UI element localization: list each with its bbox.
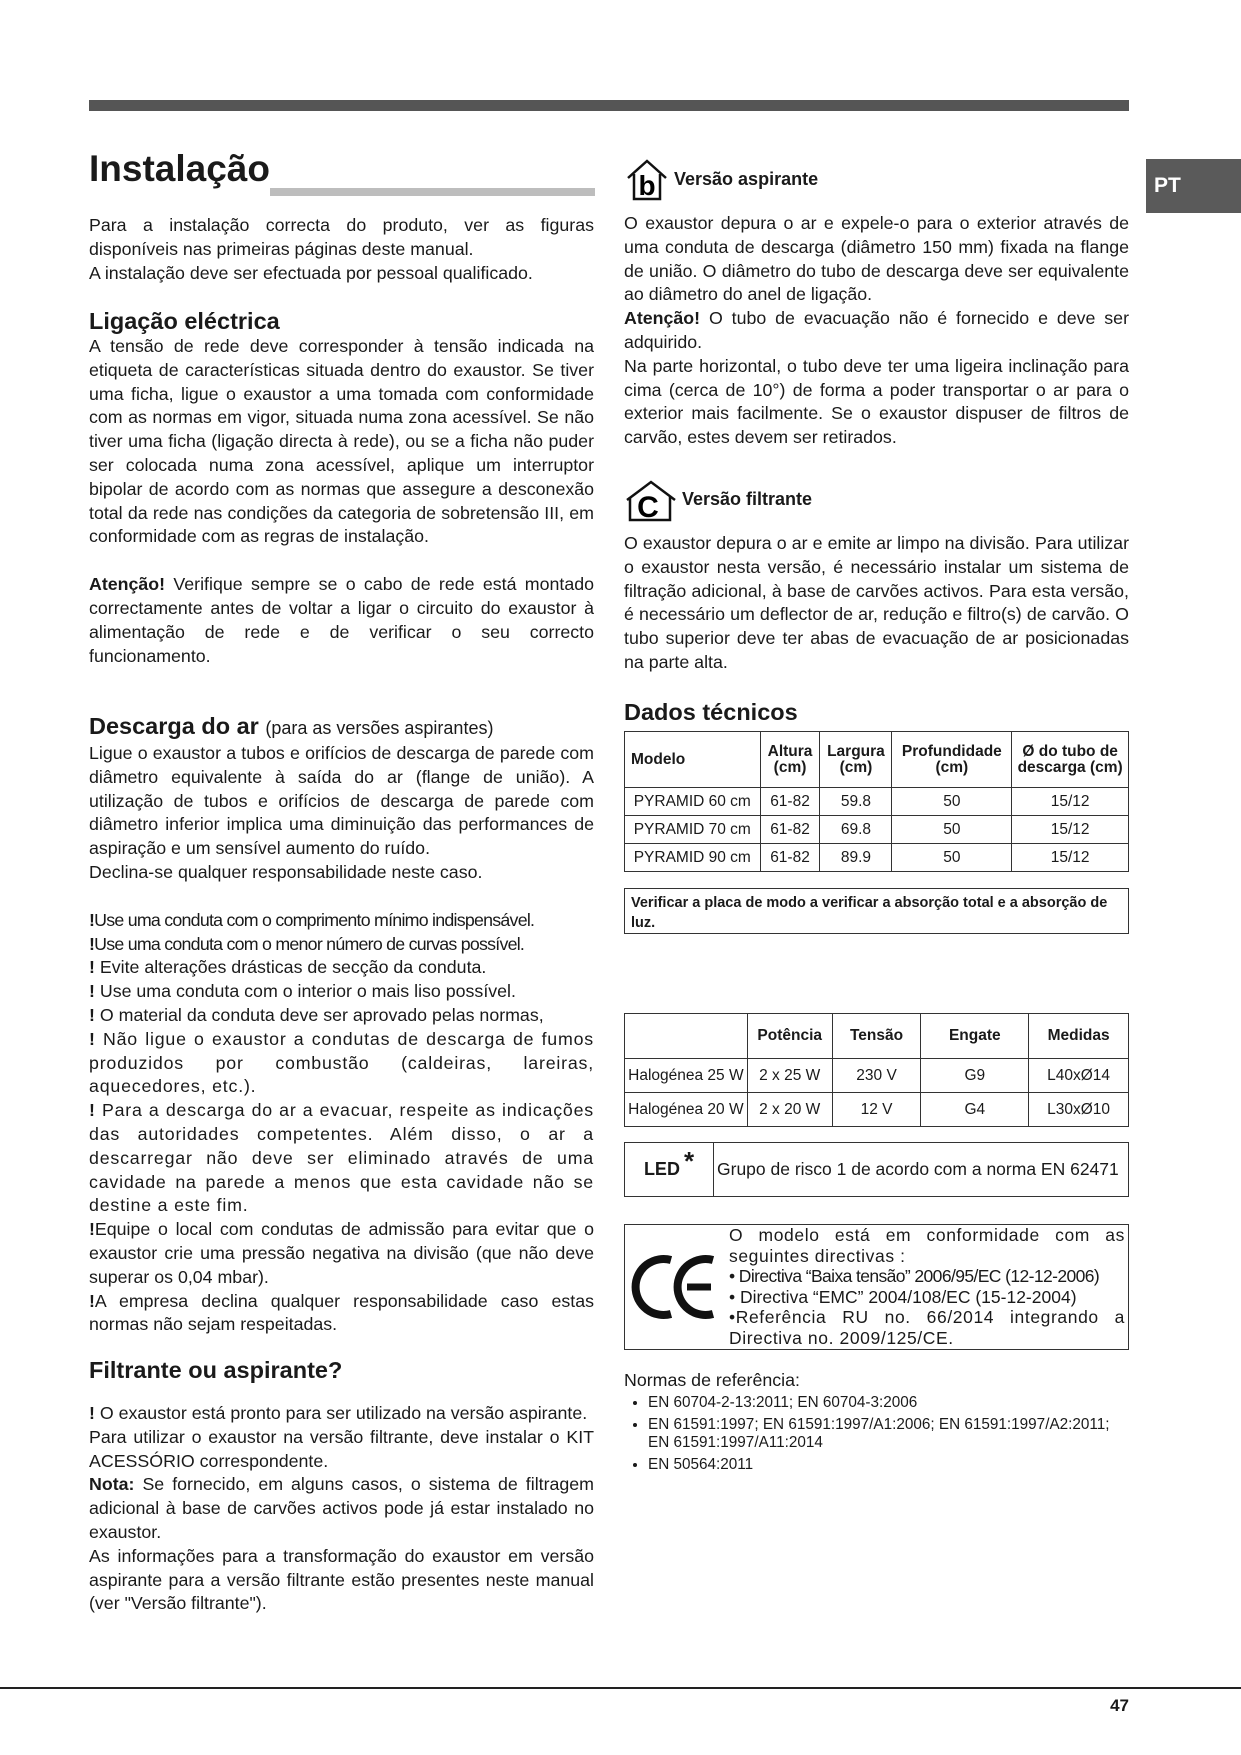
cell: 61-82	[760, 788, 820, 816]
rule-text: Para a descarga do ar a evacuar, respeite as indicações das autoridades competentes. Além disso, o ar a descarregar não deve ser eliminado através de uma cavidade na parede a menos que esta cavidade não se destine a este fim.	[89, 1100, 594, 1216]
list-item: • EN 61591:1997; EN 61591:1997/A1:2006; EN 61591:1997/A2:2011; EN 61591:1997/A11:2014	[648, 1416, 1129, 1453]
table-row	[625, 1093, 1129, 1127]
led-label: LED	[643, 1159, 680, 1179]
rule-text: Não ligue o exaustor a condutas de descarga de fumos produzidos por combustão (caldeiras, lareiras, aquecedores, etc.).	[89, 1028, 594, 1097]
cell: L30xØ10	[1029, 1093, 1129, 1127]
lamp-col-size: Medidas	[1029, 1014, 1129, 1059]
list-item	[89, 1218, 594, 1289]
lamp-col-power: Potência	[747, 1014, 832, 1059]
tech-heading: Dados técnicos	[624, 699, 798, 725]
suction-version-heading: Versão aspirante	[674, 169, 819, 190]
discharge-heading-note: (para as versões aspirantes)	[265, 718, 494, 738]
cell: PYRAMID 70 cm	[625, 816, 761, 844]
bang-icon: !	[89, 1403, 95, 1423]
discharge-disclaimer: Declina-se qualquer responsabilidade neste caso.	[89, 861, 483, 882]
electric-warning	[89, 573, 594, 668]
electric-body: A tensão de rede deve corresponder à tensão indicada na etiqueta de características situada dentro do exaustor. Se tiver uma ficha, ligue o exaustor a uma tomada com conformidade com as normas em vigor, situada numa zona acessível. Se não tiver uma ficha (ligação directa à rede), ou se a ficha não puder ser colocada numa zona acessível, aplique um interruptor bipolar de acordo com as normas que assegure a desconexão total da rede nas condições da categoria de sobretensão III, em conformidade com as regras de instalação.	[89, 336, 594, 547]
norms-list	[624, 1394, 1129, 1474]
list-item	[89, 1004, 594, 1028]
bang-icon: !	[89, 981, 95, 1002]
suction-version-header	[624, 158, 1129, 202]
rule-text: Use uma conduta com o comprimento mínimo indispensável.	[94, 909, 535, 930]
list-item	[89, 1290, 594, 1338]
fos-p1-text: O exaustor está pronto para ser utilizado na versão aspirante.	[94, 1403, 588, 1423]
cell: 12 V	[832, 1093, 921, 1127]
cell: Halogénea 20 W	[625, 1093, 748, 1127]
intro-p1: Para a instalação correcta do produto, ver as figuras disponíveis nas primeiras páginas deste manual.	[89, 215, 594, 259]
tech-col-duct: Ø do tubo de descarga (cm)	[1012, 732, 1129, 788]
table-row	[625, 788, 1129, 816]
ce-line: O modelo está em conformidade com as seguintes directivas :	[729, 1225, 1125, 1266]
fos-p2: Para utilizar o exaustor na versão filtrante, deve instalar o KIT ACESSÓRIO correspondente.	[89, 1426, 594, 1471]
tech-col-depth: Profundidade (cm)	[892, 732, 1012, 788]
discharge-rules	[89, 909, 594, 1337]
filter-or-suction-section	[89, 1356, 594, 1616]
fos-p1	[89, 1402, 594, 1426]
led-text: Grupo de risco 1 de acordo com a norma EN 62471	[717, 1159, 1119, 1179]
title-underline	[270, 188, 595, 196]
tech-header-row	[625, 732, 1129, 788]
tech-section	[624, 698, 1129, 726]
ce-box	[624, 1224, 1129, 1350]
lamp-header-row	[625, 1014, 1129, 1059]
suction-p1: O exaustor depura o ar e expele-o para o exterior através de uma conduta de descarga (diâmetro 150 mm) fixada na flange de união. O diâmetro do tubo de descarga deve ser equivalente ao diâmetro do anel de ligação.	[624, 213, 1129, 305]
list-item	[89, 956, 594, 980]
fos-heading: Filtrante ou aspirante?	[89, 1357, 343, 1383]
electric-section	[89, 307, 594, 668]
norms-section	[624, 1369, 1129, 1477]
lamp-table	[624, 1013, 1129, 1127]
filter-version-heading: Versão filtrante	[682, 489, 813, 510]
bang-icon: !	[89, 1290, 95, 1311]
bang-icon: !	[89, 1028, 96, 1049]
rule-text: Evite alterações drásticas de secção da conduta.	[94, 957, 487, 978]
language-tab: PT	[1146, 159, 1241, 213]
tech-note-box: Verificar a placa de modo a verificar a absorção total e a absorção de luz.	[624, 888, 1129, 934]
cell: 2 x 25 W	[747, 1059, 832, 1093]
note-label: Nota:	[89, 1474, 135, 1495]
list-item	[89, 980, 594, 1004]
cell: G4	[921, 1093, 1029, 1127]
discharge-heading	[89, 712, 594, 742]
note-text: Se fornecido, em alguns casos, o sistema de filtragem adicional à base de carvões activos pode já estar instalado no exaustor.	[89, 1474, 594, 1542]
ce-line: •Referência RU no. 66/2014 integrando a Directiva no. 2009/125/CE.	[729, 1307, 1125, 1348]
rule-text: Equipe o local com condutas de admissão para evitar que o exaustor crie uma pressão negativa na divisão (que não deve superar os 0,04 mbar).	[89, 1219, 594, 1287]
bang-icon: !	[89, 957, 95, 978]
bang-icon: !	[89, 933, 95, 954]
bang-icon: !	[89, 1100, 96, 1121]
list-item	[89, 1028, 594, 1099]
suction-version-section	[624, 158, 1129, 450]
cell: 69.8	[820, 816, 892, 844]
table-row	[625, 816, 1129, 844]
tech-col-height: Altura (cm)	[760, 732, 820, 788]
cell: G9	[921, 1059, 1029, 1093]
table-row	[625, 1059, 1129, 1093]
cell: 15/12	[1012, 788, 1129, 816]
list-item	[89, 933, 594, 957]
ce-mark-icon	[631, 1252, 723, 1322]
tech-col-width: Largura (cm)	[820, 732, 892, 788]
cell: 15/12	[1012, 816, 1129, 844]
cell: 15/12	[1012, 844, 1129, 872]
ce-text	[729, 1225, 1128, 1349]
rule-text: Use uma conduta com o interior o mais liso possível.	[94, 981, 516, 1002]
cell: 50	[892, 844, 1012, 872]
lamp-col-socket: Engate	[921, 1014, 1029, 1059]
page-title: Instalação	[89, 148, 270, 189]
warning-label: Atenção!	[89, 574, 166, 595]
suction-warning-text: O tubo de evacuação não é fornecido e deve ser adquirido.	[624, 308, 1129, 352]
cell: 2 x 20 W	[747, 1093, 832, 1127]
cell: 61-82	[760, 816, 820, 844]
cell: 59.8	[820, 788, 892, 816]
list-item	[89, 1099, 594, 1218]
suction-version-icon	[624, 158, 670, 202]
fos-p3: As informações para a transformação do exaustor em versão aspirante para a versão filtrante estão presentes neste manual (ver "Versão filtrante").	[89, 1545, 594, 1614]
cell: L40xØ14	[1029, 1059, 1129, 1093]
electric-heading: Ligação eléctrica	[89, 308, 280, 334]
lamp-col-blank	[625, 1014, 748, 1059]
intro-p2: A instalação deve ser efectuada por pessoal qualificado.	[89, 262, 533, 283]
rule-text: O material da conduta deve ser aprovado pelas normas,	[94, 1004, 544, 1025]
table-row	[625, 844, 1129, 872]
discharge-section	[89, 712, 594, 1337]
suction-warning	[624, 307, 1129, 355]
filter-p1: O exaustor depura o ar e emite ar limpo na divisão. Para utilizar o exaustor nesta versão, é necessário instalar um sistema de filtração adicional, à base de carvões activos. Para esta versão, é necessário um deflector de ar, redução e filtro(s) de carvão. O tubo superior deve ter abas de evacuação de ar posicionadas na parte alta.	[624, 533, 1129, 672]
page-number: 47	[1110, 1696, 1129, 1715]
list-item: • EN 50564:2011	[648, 1456, 1129, 1475]
cell: PYRAMID 90 cm	[625, 844, 761, 872]
cell: PYRAMID 60 cm	[625, 788, 761, 816]
lamp-col-voltage: Tensão	[832, 1014, 921, 1059]
suction-warning-label: Atenção!	[624, 308, 701, 329]
filter-version-icon	[624, 478, 678, 522]
intro-block	[89, 214, 594, 285]
fos-note	[89, 1473, 594, 1544]
filter-icon-letter: C	[637, 491, 659, 522]
cell: 50	[892, 788, 1012, 816]
list-item: • EN 60704-2-13:2011; EN 60704-3:2006	[648, 1394, 1129, 1413]
led-label-cell	[625, 1143, 714, 1196]
filter-version-section	[624, 478, 1129, 675]
norms-heading: Normas de referência:	[624, 1370, 800, 1390]
top-rule	[89, 100, 1129, 111]
ce-line: • Directiva “EMC” 2004/108/EC (15-12-2004)	[729, 1286, 1077, 1307]
cell: 230 V	[832, 1059, 921, 1093]
rule-text: Use uma conduta com o menor número de curvas possível.	[94, 933, 525, 954]
led-star-icon: *	[683, 1146, 695, 1176]
cell: Halogénea 25 W	[625, 1059, 748, 1093]
suction-icon-letter: b	[638, 170, 656, 201]
suction-p2: Na parte horizontal, o tubo deve ter uma ligeira inclinação para cima (cerca de 10°) de forma a poder transportar o ar para o exterior mais facilmente. Se o exaustor dispuser de filtros de carvão, estes devem ser retirados.	[624, 355, 1129, 448]
footer-rule	[0, 1687, 1241, 1689]
discharge-heading-text: Descarga do ar	[89, 713, 259, 739]
discharge-body: Ligue o exaustor a tubos e orifícios de descarga de parede com diâmetro equivalente à saída do ar (flange de união). A utilização de tubos e orifícios de descarga de parede com diâmetro inferior implica uma diminuição das performances de aspiração e um sensível aumento do ruído.	[89, 743, 594, 859]
ce-line: • Directiva “Baixa tensão” 2006/95/EC (12-12-2006)	[729, 1266, 1100, 1286]
list-item	[89, 909, 594, 933]
tech-col-model: Modelo	[625, 732, 761, 788]
rule-text: A empresa declina qualquer responsabilidade caso estas normas não sejam respeitadas.	[89, 1290, 594, 1335]
cell: 89.9	[820, 844, 892, 872]
cell: 50	[892, 816, 1012, 844]
warning-text: Verifique sempre se o cabo de rede está montado correctamente antes de voltar a ligar o circuito do exaustor à alimentação de rede e de verificar o seu correcto funcionamento.	[89, 574, 594, 666]
ce-mark-cell	[625, 1225, 729, 1349]
bang-icon: !	[89, 909, 95, 930]
filter-version-header	[624, 478, 1129, 522]
bang-icon: !	[89, 1219, 95, 1240]
led-box	[624, 1142, 1129, 1197]
tech-table	[624, 731, 1129, 872]
cell: 61-82	[760, 844, 820, 872]
bang-icon: !	[89, 1004, 95, 1025]
